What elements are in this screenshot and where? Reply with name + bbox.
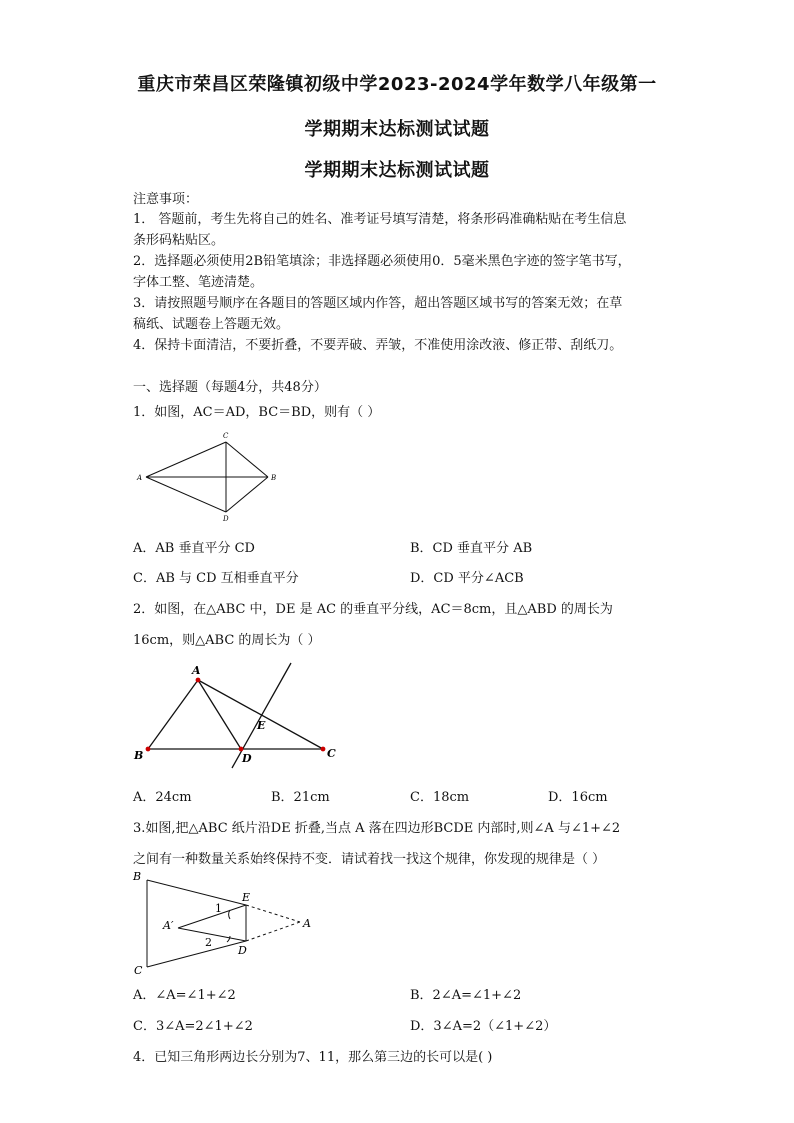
- question-1-option-d: D．CD 平分∠ACB: [410, 571, 524, 586]
- question-2-stem: 2．如图，在△ABC 中，DE 是 AC 的垂直平分线，AC＝8cm，且△ABD 的周长为: [133, 602, 613, 617]
- notice-heading: 注意事项：: [133, 192, 199, 207]
- notice-line: 3．请按照题号顺序在各题目的答题区域内作答，超出答题区域书写的答案无效；在草: [133, 296, 623, 311]
- point-label-d: D: [242, 752, 252, 765]
- point-label-b: B: [271, 474, 277, 482]
- point-label-a: A: [192, 664, 201, 677]
- point-label-e: E: [257, 719, 266, 732]
- question-2-option-a: A．24cm: [133, 790, 192, 805]
- point-label-d: D: [223, 515, 229, 523]
- notice-line: 条形码粘贴区。: [133, 233, 225, 248]
- page-title-line2: 学期期末达标测试试题: [304, 119, 490, 140]
- page-subtitle: 学期期末达标测试试题: [304, 160, 490, 181]
- point-label-b: B: [134, 749, 144, 762]
- point-label-c: C: [223, 432, 229, 440]
- point-label-b: B: [133, 870, 142, 883]
- question-3-option-a: A．∠A=∠1+∠2: [133, 988, 236, 1003]
- question-1-figure: [134, 428, 284, 524]
- question-2-figure: [130, 658, 345, 770]
- notice-line: 2．选择题必须使用2B铅笔填涂；非选择题必须使用0．5毫米黑色字迹的签字笔书写，: [133, 254, 631, 269]
- question-3-option-b: B．2∠A=∠1+∠2: [410, 988, 522, 1003]
- notice-line: 1． 答题前，考生先将自己的姓名、准考证号填写清楚，将条形码准确粘贴在考生信息: [133, 212, 627, 227]
- question-1-option-a: A．AB 垂直平分 CD: [133, 541, 255, 556]
- question-1-option-c: C．AB 与 CD 互相垂直平分: [133, 571, 299, 586]
- point-label-c: C: [327, 747, 336, 760]
- question-2-option-d: D．16cm: [548, 790, 608, 805]
- point-label-c: C: [134, 964, 143, 977]
- question-3-figure: [130, 870, 320, 978]
- notice-line: 稿纸、试题卷上答题无效。: [133, 317, 290, 332]
- page-title: 重庆市荣昌区荣隆镇初级中学2023-2024学年数学八年级第一: [137, 74, 657, 95]
- section-heading: 一、选择题（每题4分，共48分）: [133, 380, 327, 395]
- point-label-a-prime: A′: [163, 919, 174, 932]
- point-label-a: A: [137, 474, 143, 482]
- question-2-option-b: B．21cm: [271, 790, 330, 805]
- notice-line: 4．保持卡面清洁，不要折叠，不要弄破、弄皱，不准使用涂改液、修正带、刮纸刀。: [133, 338, 623, 353]
- question-2-stem-cont: 16cm，则△ABC 的周长为（ ）: [133, 633, 321, 648]
- point-label-d: D: [238, 944, 247, 957]
- question-3-option-c: C．3∠A=2∠1+∠2: [133, 1019, 253, 1034]
- question-2-option-c: C．18cm: [410, 790, 470, 805]
- angle-label-1: 1: [215, 902, 222, 915]
- question-1-stem: 1．如图，AC＝AD，BC＝BD，则有（ ）: [133, 405, 381, 420]
- notice-line: 字体工整、笔迹清楚。: [133, 275, 264, 290]
- question-3-option-d: D．3∠A=2（∠1+∠2）: [410, 1019, 557, 1034]
- question-4-stem: 4．已知三角形两边长分别为7、11，那么第三边的长可以是( ): [133, 1050, 493, 1065]
- question-3-stem: 3.如图,把△ABC 纸片沿DE 折叠,当点 A 落在四边形BCDE 内部时,则∠A 与∠1+∠2: [133, 821, 621, 836]
- angle-label-2: 2: [205, 936, 212, 949]
- question-3-stem-cont: 之间有一种数量关系始终保持不变．请试着找一找这个规律，你发现的规律是（ ）: [133, 852, 606, 867]
- question-1-option-b: B．CD 垂直平分 AB: [410, 541, 533, 556]
- point-label-a: A: [303, 917, 311, 930]
- point-label-e: E: [242, 891, 251, 904]
